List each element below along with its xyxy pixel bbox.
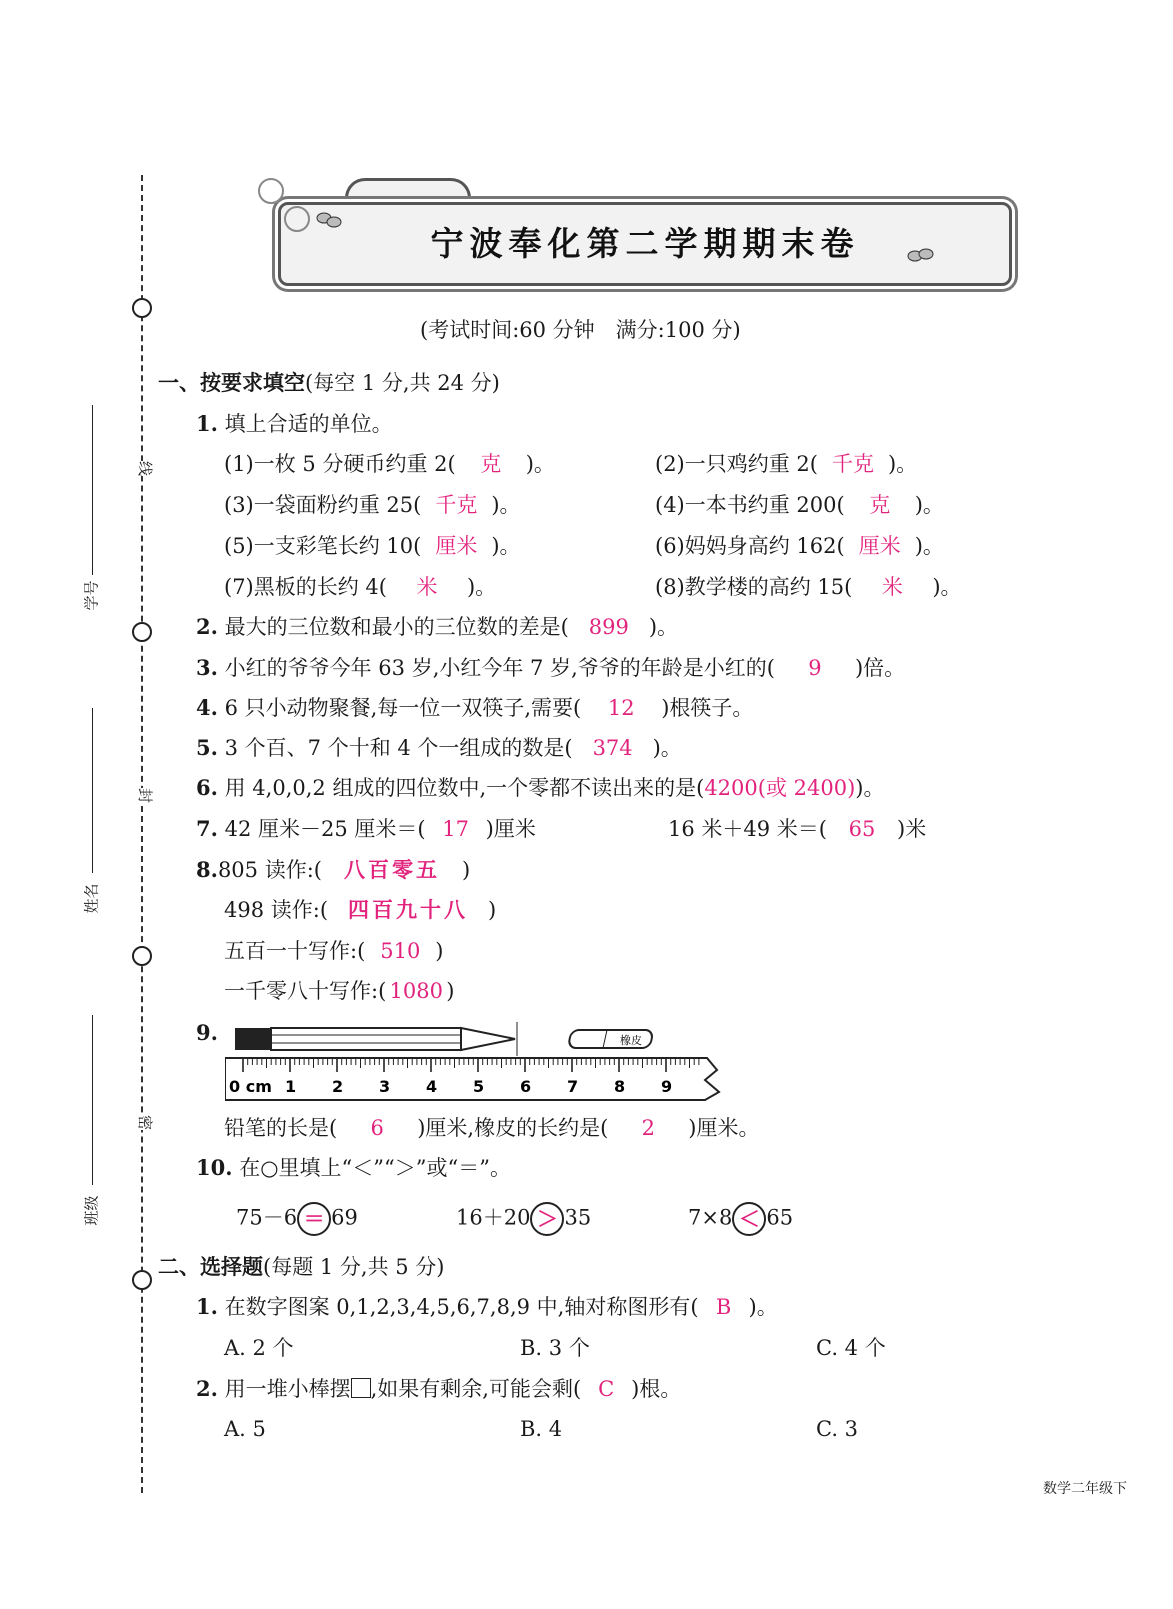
ruler-tick-label: 2 xyxy=(332,1077,344,1096)
answer: 厘米 xyxy=(858,534,901,558)
name-line[interactable] xyxy=(92,708,93,873)
binding-hole xyxy=(132,622,152,642)
class-line[interactable] xyxy=(92,1015,93,1185)
pencil-body xyxy=(271,1028,461,1050)
ruler-tick-labels xyxy=(285,1077,672,1096)
option: B. 3 个 xyxy=(520,1336,590,1360)
answer: 4200(或 2400) xyxy=(704,776,856,800)
q-text: 填上合适的单位。 xyxy=(224,412,393,436)
option: C. 3 xyxy=(816,1417,859,1441)
answer: 17 xyxy=(442,817,469,841)
binding-dashed-line xyxy=(141,175,143,1493)
q8-line: 五百一十写作:( 510 ) xyxy=(224,939,444,963)
ruler-tick-label: 3 xyxy=(379,1077,391,1096)
answer: 510 xyxy=(380,939,421,963)
answer: 千克 xyxy=(831,452,874,476)
option: A. 2 个 xyxy=(224,1336,294,1360)
q1-stem xyxy=(196,411,393,437)
q2: 2. 最大的三位数和最小的三位数的差是( 899 )。 xyxy=(196,614,679,639)
q3: 3. 小红的爷爷今年 63 岁,小红今年 7 岁,爷爷的年龄是小红的( 9 )倍。 xyxy=(196,655,906,680)
q8-line: 一千零八十写作:( 1080 ) xyxy=(224,979,455,1003)
answer: 2 xyxy=(641,1116,655,1140)
ring-icon xyxy=(258,178,284,204)
q1-item: (6)妈妈身高约 162( 厘米 )。 xyxy=(655,534,944,558)
answer: 克 xyxy=(480,452,502,476)
footer: 数学二年级下 xyxy=(1043,1481,1127,1497)
answer: 65 xyxy=(848,817,876,841)
q9-answer-line: 铅笔的长是( 6 )厘米,橡皮的长约是( 2 )厘米。 xyxy=(224,1116,760,1140)
eraser-icon xyxy=(568,1030,653,1048)
ruler-unit: 0 cm xyxy=(229,1077,272,1096)
answer: B xyxy=(715,1295,732,1319)
seal-word: 线 xyxy=(136,460,155,477)
option: B. 4 xyxy=(520,1417,563,1441)
q8-line: 498 读作:( 四百九十八 ) xyxy=(224,897,497,922)
q10-stem: 10. 在○里填上“＜”“＞”或“＝”。 xyxy=(196,1155,511,1180)
q7: 7. 42 厘米－25 厘米＝( 17 )厘米 xyxy=(196,816,536,841)
student-id-line[interactable] xyxy=(92,405,93,575)
compare-item: 75－6 ＝ 69 xyxy=(236,1202,358,1236)
eraser-label: 橡皮 xyxy=(620,1034,642,1047)
q8-line: 8.805 读作:( 八百零五 ) xyxy=(196,857,471,882)
answer: 米 xyxy=(416,575,438,599)
answer: 四百九十八 xyxy=(348,897,469,922)
q1-item: (8)教学楼的高约 15( 米 )。 xyxy=(655,575,962,599)
section2-header xyxy=(158,1254,444,1280)
q5: 5. 3 个百、7 个十和 4 个一组成的数是( 374 )。 xyxy=(196,735,682,760)
q6: 6. 用 4,0,0,2 组成的四位数中,一个零都不读出来的是(4200(或 2400))。 xyxy=(196,775,885,800)
square-icon xyxy=(351,1378,371,1398)
answer: 千克 xyxy=(435,493,478,517)
s2-q1: 1. 在数字图案 0,1,2,3,4,5,6,7,8,9 中,轴对称图形有( B )。 xyxy=(196,1294,778,1319)
compare-circle: ＜ xyxy=(732,1202,766,1236)
ruler-tick-label: 1 xyxy=(285,1077,297,1096)
class-label: 班级 xyxy=(82,1195,101,1226)
ruler-tick-label: 7 xyxy=(567,1077,579,1096)
exam-info: (考试时间:60 分钟 满分:100 分) xyxy=(420,318,741,342)
pencil-eraser-end xyxy=(235,1028,271,1050)
answer: 厘米 xyxy=(435,534,478,558)
compare-circle: ＝ xyxy=(297,1202,331,1236)
answer: 12 xyxy=(607,696,635,720)
section1-heading: 一、按要求填空 xyxy=(158,370,305,395)
answer: 八百零五 xyxy=(343,857,440,882)
compare-circle: ＞ xyxy=(530,1202,564,1236)
ruler-tick-label: 4 xyxy=(426,1077,438,1096)
ruler-tick-label: 5 xyxy=(473,1077,485,1096)
q1-item: (1)一枚 5 分硬币约重 2( 克 )。 xyxy=(224,452,555,476)
binding-hole xyxy=(132,298,152,318)
q7b: 16 米＋49 米＝( 65 )米 xyxy=(668,817,927,841)
binding-hole xyxy=(132,946,152,966)
name-label: 姓名 xyxy=(82,883,101,914)
compare-item: 16＋20 ＞ 35 xyxy=(456,1202,591,1236)
answer: C xyxy=(598,1377,615,1401)
compare-item: 7×8 ＜ 65 xyxy=(688,1202,793,1236)
q-number: 1. xyxy=(196,411,218,436)
ruler-figure xyxy=(225,1020,725,1110)
q1-item: (7)黑板的长约 4( 米 )。 xyxy=(224,575,497,599)
ruler-tick-label: 9 xyxy=(661,1077,673,1096)
section2-heading: 二、选择题 xyxy=(158,1254,263,1279)
binding-hole xyxy=(132,1270,152,1290)
page-title: 宁波奉化第二学期期末卷 xyxy=(430,223,860,263)
q9-number: 9. xyxy=(196,1020,218,1045)
ruler-tick-label: 6 xyxy=(520,1077,532,1096)
pencil-tip xyxy=(461,1028,515,1050)
q1-item: (2)一只鸡约重 2( 千克 )。 xyxy=(655,452,918,476)
seal-word: 密 xyxy=(136,1114,155,1131)
seal-word: 封 xyxy=(136,787,155,804)
answer: 6 xyxy=(370,1116,384,1140)
q1-item: (5)一支彩笔长约 10( 厘米 )。 xyxy=(224,534,521,558)
answer: 1080 xyxy=(389,979,443,1003)
answer: 9 xyxy=(808,656,822,680)
student-id-label: 学号 xyxy=(82,580,101,611)
answer: 米 xyxy=(881,575,903,599)
ruler-tick-label: 8 xyxy=(614,1077,626,1096)
option: C. 4 个 xyxy=(816,1336,886,1360)
section1-header xyxy=(158,370,500,396)
section1-note: (每空 1 分,共 24 分) xyxy=(305,371,500,395)
q4: 4. 6 只小动物聚餐,每一位一双筷子,需要( 12 )根筷子。 xyxy=(196,695,754,720)
s2-q2: 2. 用一堆小棒摆 ,如果有剩余,可能会剩( C )根。 xyxy=(196,1376,682,1401)
answer: 374 xyxy=(592,736,633,760)
q1-item: (3)一袋面粉约重 25( 千克 )。 xyxy=(224,493,521,517)
answer: 克 xyxy=(869,493,891,517)
option: A. 5 xyxy=(224,1417,266,1441)
answer: 899 xyxy=(588,615,629,639)
q1-item: (4)一本书约重 200( 克 )。 xyxy=(655,493,944,517)
section2-note: (每题 1 分,共 5 分) xyxy=(263,1255,445,1279)
